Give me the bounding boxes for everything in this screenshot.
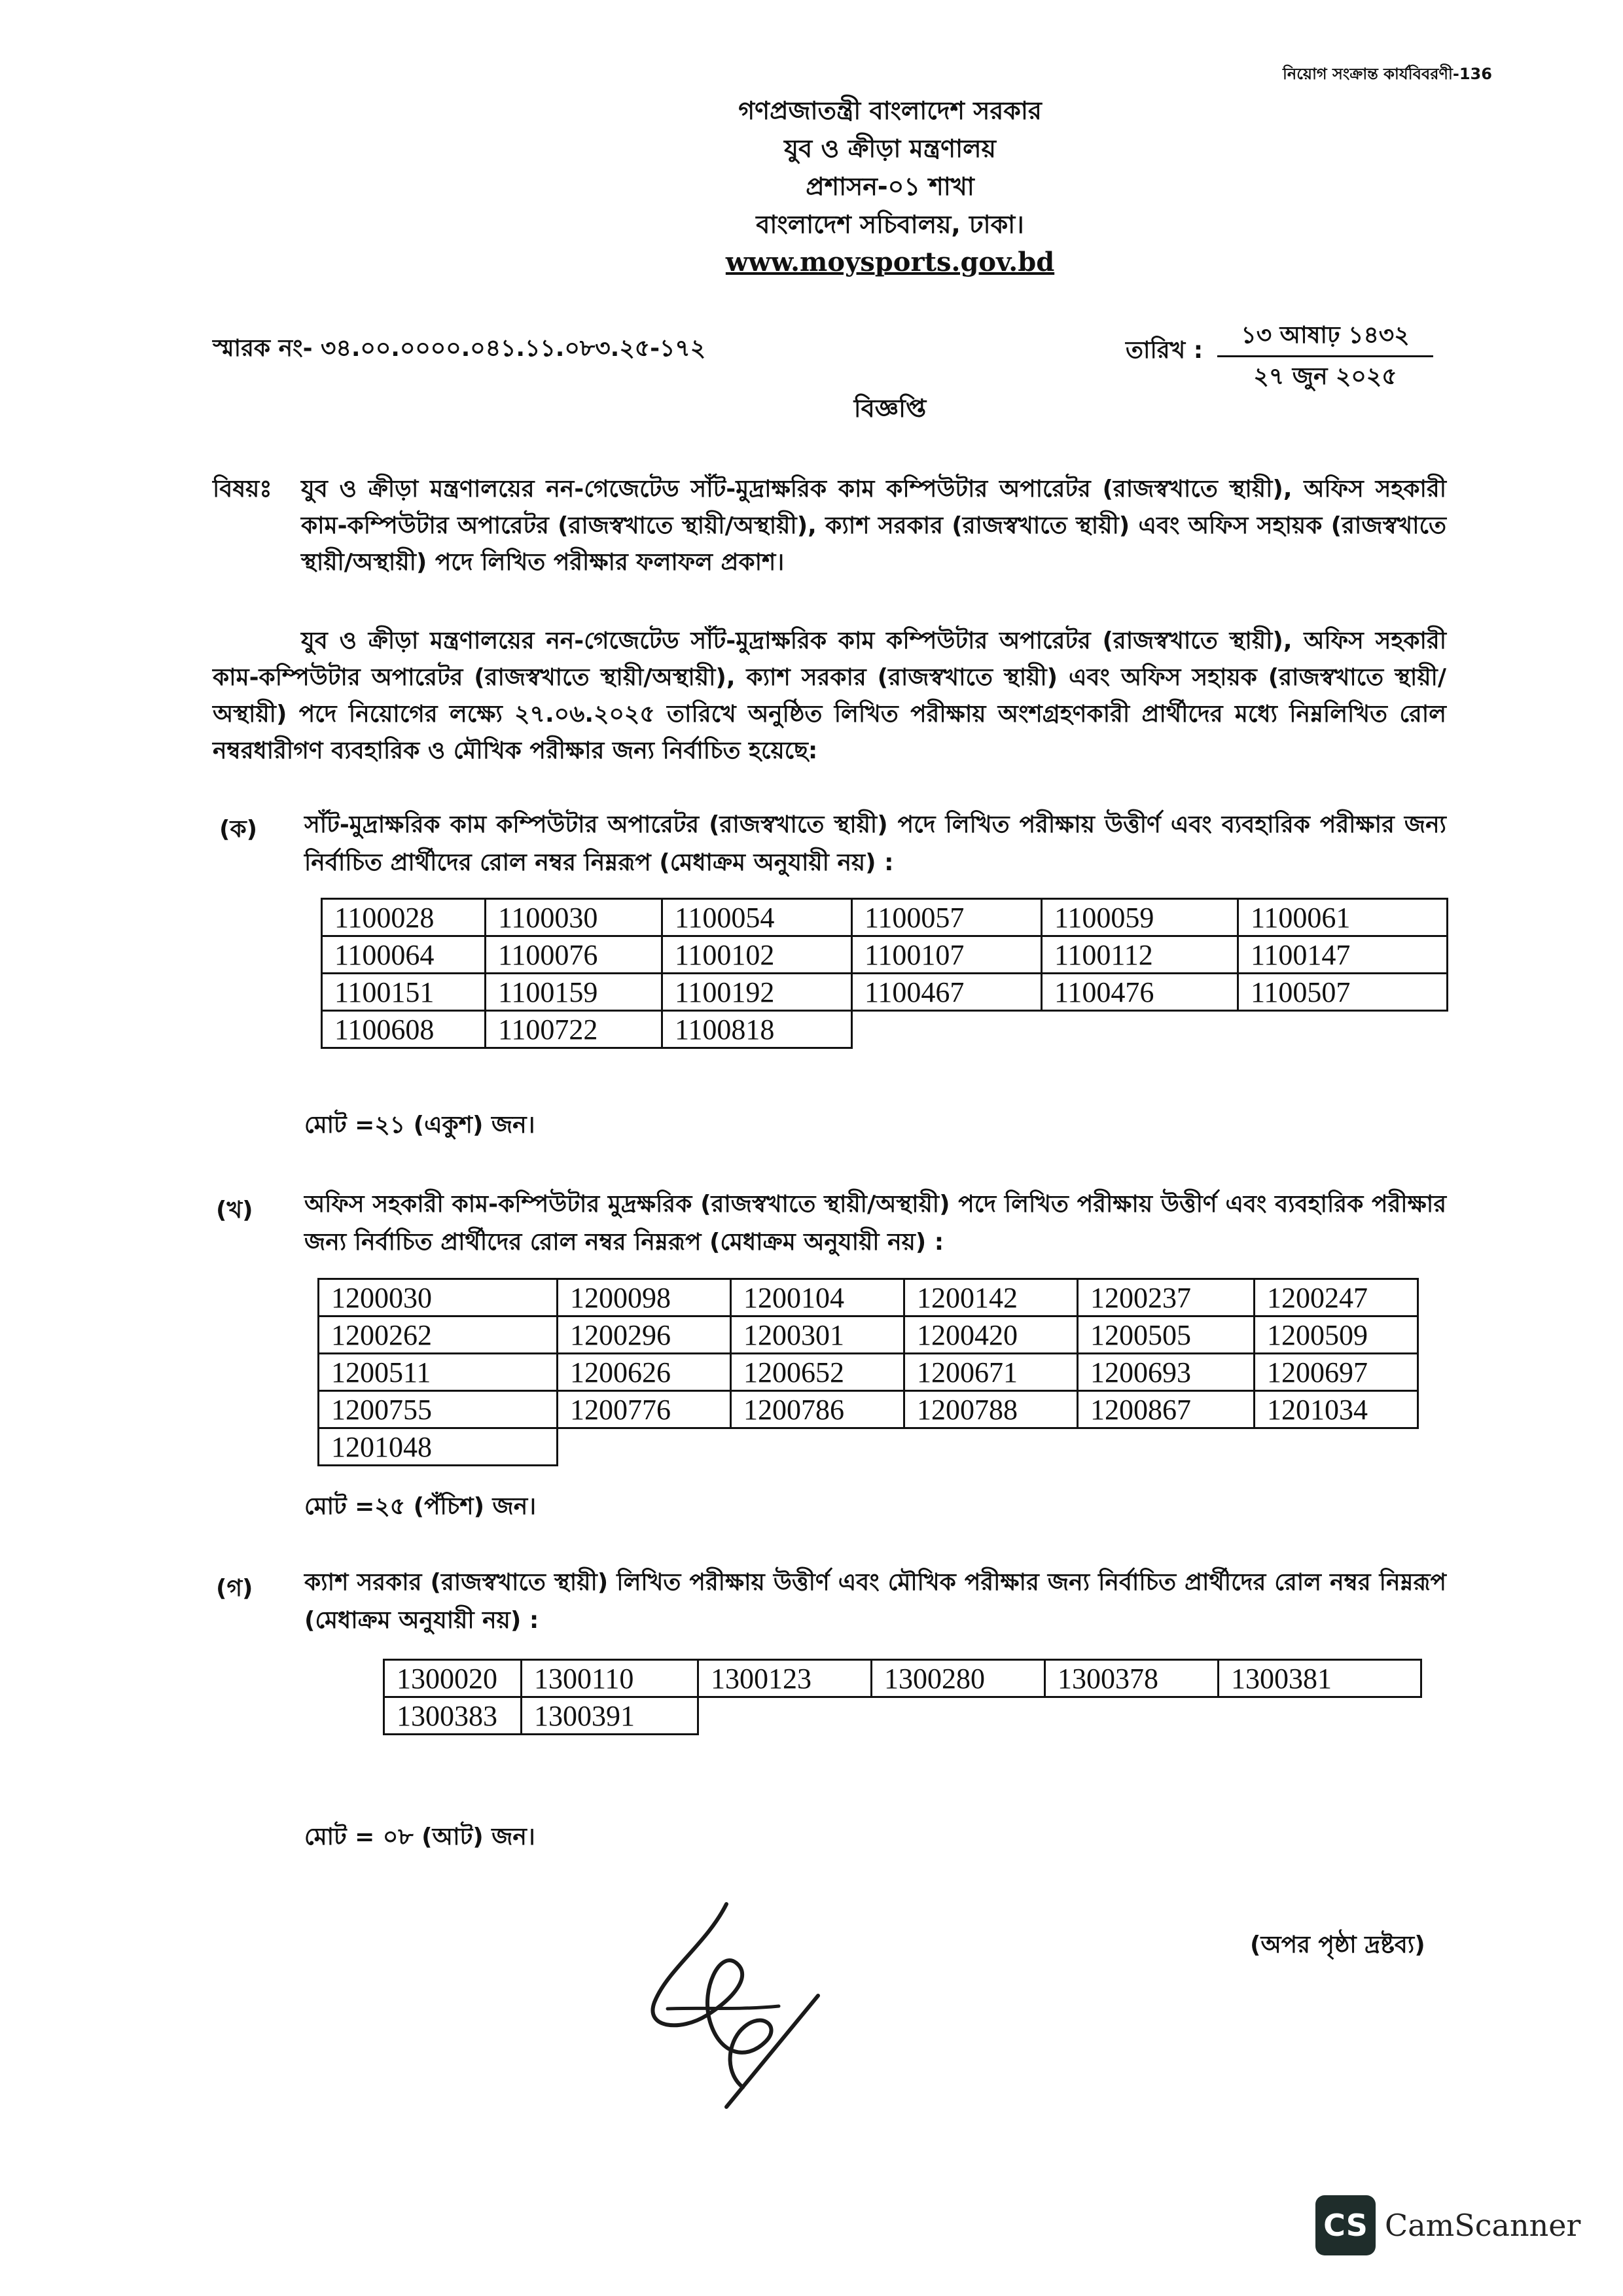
letterhead-url: www.moysports.gov.bd: [725, 247, 1055, 277]
roll-number-cell: 1100151: [322, 974, 486, 1011]
roll-number-cell: 1100608: [322, 1011, 486, 1048]
roll-number-cell: 1200098: [558, 1279, 731, 1316]
letterhead-address: বাংলাদেশ সচিবালয়, ঢাকা।: [756, 210, 1024, 239]
roll-row: [319, 1391, 1418, 1428]
roll-number-cell: 1300381: [1219, 1660, 1421, 1697]
roll-number-cell: 1200142: [904, 1279, 1078, 1316]
empty-cell: [1238, 1011, 1448, 1048]
empty-cell: [904, 1428, 1078, 1466]
section-label: (গ): [216, 1575, 253, 1602]
roll-number-cell: 1100467: [852, 974, 1042, 1011]
roll-number-cell: 1100147: [1238, 936, 1448, 974]
roll-number-cell: 1300383: [384, 1697, 522, 1735]
roll-number-cell: 1200237: [1078, 1279, 1255, 1316]
roll-number-cell: 1200671: [904, 1354, 1078, 1391]
section-total: মোট =২৫ (পঁচিশ) জন।: [304, 1493, 537, 1520]
signature: [628, 1891, 825, 2129]
roll-number-cell: 1200505: [1078, 1316, 1255, 1354]
roll-number-cell: 1100061: [1238, 899, 1448, 936]
roll-number-cell: 1100102: [662, 936, 852, 974]
roll-number-cell: 1100507: [1238, 974, 1448, 1011]
roll-number-cell: 1200697: [1255, 1354, 1418, 1391]
section-text: অফিস সহকারী কাম-কম্পিউটার মুদ্রক্ষরিক (রাজস্বখাতে স্থায়ী/অস্থায়ী) পদে লিখিত পরীক্ষায় উত্তীর্ণ এবং ব্যবহারিক পরীক্ষার জন্য নির্বাচিত প্রার্থীদের রোল নম্বর নিম্নরূপ (মেধাক্রম অনুযায়ী নয়) :: [304, 1191, 1446, 1256]
roll-number-cell: 1200420: [904, 1316, 1078, 1354]
roll-number-cell: 1200652: [731, 1354, 904, 1391]
roll-number-cell: 1300378: [1045, 1660, 1219, 1697]
roll-number-cell: 1300391: [522, 1697, 698, 1735]
roll-row: [319, 1316, 1418, 1354]
roll-row: [384, 1697, 1421, 1735]
section-total: মোট = ০৮ (আট) জন।: [304, 1824, 535, 1850]
roll-row: [319, 1428, 1418, 1466]
roll-number-cell: 1200247: [1255, 1279, 1418, 1316]
roll-number-cell: 1200262: [319, 1316, 558, 1354]
roll-row: [322, 974, 1448, 1011]
please-turn-over: (অপর পৃষ্ঠা দ্রষ্টব্য): [1250, 1932, 1425, 1958]
roll-number-cell: 1100112: [1042, 936, 1238, 974]
camscanner-logo-icon: CS: [1315, 2195, 1376, 2255]
roll-number-cell: 1100818: [662, 1011, 852, 1048]
date-gregorian: ২৭ জুন ২০২৫: [1253, 363, 1397, 390]
empty-cell: [1219, 1697, 1421, 1735]
empty-cell: [1078, 1428, 1255, 1466]
roll-table: [383, 1659, 1422, 1735]
roll-row: [322, 899, 1448, 936]
roll-number-cell: 1100030: [486, 899, 662, 936]
date-divider: [1217, 355, 1433, 357]
roll-number-cell: 1200755: [319, 1391, 558, 1428]
corner-note: নিয়োগ সংক্রান্ত কার্যবিবরণী-136: [1283, 65, 1492, 83]
notice-title: বিজ্ঞপ্তি: [853, 394, 927, 423]
roll-number-cell: 1200511: [319, 1354, 558, 1391]
roll-number-cell: 1100722: [486, 1011, 662, 1048]
empty-cell: [1255, 1428, 1418, 1466]
roll-number-cell: 1100064: [322, 936, 486, 974]
empty-cell: [731, 1428, 904, 1466]
empty-cell: [558, 1428, 731, 1466]
section-total: মোট =২১ (একুশ) জন।: [304, 1112, 535, 1139]
subject: [213, 471, 1446, 581]
roll-number-cell: 1200104: [731, 1279, 904, 1316]
roll-number-cell: 1100159: [486, 974, 662, 1011]
memo-number: স্মারক নং- ৩৪.০০.০০০০.০৪১.১১.০৮৩.২৫-১৭২: [213, 335, 706, 362]
roll-number-cell: 1100054: [662, 899, 852, 936]
roll-number-cell: 1201034: [1255, 1391, 1418, 1428]
roll-number-cell: 1100057: [852, 899, 1042, 936]
roll-number-cell: 1200301: [731, 1316, 904, 1354]
roll-number-cell: 1100028: [322, 899, 486, 936]
date-block: [1217, 317, 1433, 395]
letterhead-branch: প্রশাসন-০১ শাখা: [806, 172, 974, 201]
date-label: তারিখ :: [1126, 337, 1204, 364]
section-text: ক্যাশ সরকার (রাজস্বখাতে স্থায়ী) লিখিত পরীক্ষায় উত্তীর্ণ এবং মৌখিক পরীক্ষার জন্য নির্বাচিত প্রার্থীদের রোল নম্বর নিম্নরূপ (মেধাক্রম অনুযায়ী নয়) :: [304, 1569, 1446, 1634]
section-label: (ক): [219, 816, 258, 843]
date-bangla: ১৩ আষাঢ় ১৪৩২: [1241, 322, 1410, 349]
roll-number-cell: 1100192: [662, 974, 852, 1011]
empty-cell: [852, 1011, 1042, 1048]
empty-cell: [872, 1697, 1045, 1735]
section-label: (খ): [216, 1197, 253, 1224]
empty-cell: [1045, 1697, 1219, 1735]
roll-number-cell: 1201048: [319, 1428, 558, 1466]
roll-number-cell: 1200030: [319, 1279, 558, 1316]
roll-number-cell: 1100076: [486, 936, 662, 974]
roll-row: [384, 1660, 1421, 1697]
letterhead-government: গণপ্রজাতন্ত্রী বাংলাদেশ সরকার: [738, 96, 1042, 125]
roll-number-cell: 1200626: [558, 1354, 731, 1391]
roll-number-cell: 1300020: [384, 1660, 522, 1697]
roll-number-cell: 1200693: [1078, 1354, 1255, 1391]
subject-label: বিষয়ঃ: [213, 476, 272, 503]
section-text: সাঁট-মুদ্রাক্ষরিক কাম কম্পিউটার অপারেটর (রাজস্বখাতে স্থায়ী) পদে লিখিত পরীক্ষায় উত্তীর্ণ এবং ব্যবহারিক পরীক্ষার জন্য নির্বাচিত প্রার্থীদের রোল নম্বর নিম্নরূপ (মেধাক্রম অনুযায়ী নয়) :: [304, 811, 1446, 876]
roll-row: [319, 1279, 1418, 1316]
roll-table: [317, 1278, 1419, 1466]
scanner-watermark: [1315, 2195, 1580, 2255]
subject-text: যুব ও ক্রীড়া মন্ত্রণালয়ের নন-গেজেটেড সাঁট-মুদ্রাক্ষরিক কাম কম্পিউটার অপারেটর (রাজস্বখাতে স্থায়ী), অফিস সহকারী কাম-কম্পিউটার অপারেটর (রাজস্বখাতে স্থায়ী/অস্থায়ী), ক্যাশ সরকার (রাজস্বখাতে স্থায়ী) এবং অফিস সহায়ক (রাজস্বখাতে স্থায়ী/অস্থায়ী) পদে লিখিত পরীক্ষার ফলাফল প্রকাশ।: [301, 476, 1446, 576]
roll-number-cell: 1200509: [1255, 1316, 1418, 1354]
roll-number-cell: 1100476: [1042, 974, 1238, 1011]
camscanner-name: CamScanner: [1385, 2208, 1581, 2243]
roll-number-cell: 1300110: [522, 1660, 698, 1697]
roll-row: [322, 1011, 1448, 1048]
roll-row: [319, 1354, 1418, 1391]
roll-number-cell: 1200776: [558, 1391, 731, 1428]
roll-row: [322, 936, 1448, 974]
roll-number-cell: 1300280: [872, 1660, 1045, 1697]
roll-number-cell: 1200786: [731, 1391, 904, 1428]
roll-number-cell: 1200788: [904, 1391, 1078, 1428]
intro-paragraph: যুব ও ক্রীড়া মন্ত্রণালয়ের নন-গেজেটেড সাঁট-মুদ্রাক্ষরিক কাম কম্পিউটার অপারেটর (রাজস্বখাতে স্থায়ী), অফিস সহকারী কাম-কম্পিউটার অপারেটর (রাজস্বখাতে স্থায়ী/অস্থায়ী), ক্যাশ সরকার (রাজস্বখাতে স্থায়ী) এবং অফিস সহায়ক (রাজস্বখাতে স্থায়ী/অস্থায়ী) পদে নিয়োগের লক্ষ্যে ২৭.০৬.২০২৫ তারিখে অনুষ্ঠিত লিখিত পরীক্ষায় অংশগ্রহণকারী প্রার্থীদের মধ্যে নিম্নলিখিত রোল নম্বরধারীগণ ব্যবহারিক ও মৌখিক পরীক্ষার জন্য নির্বাচিত হয়েছে:: [213, 627, 1446, 764]
roll-number-cell: 1200867: [1078, 1391, 1255, 1428]
letterhead-ministry: যুব ও ক্রীড়া মন্ত্রণালয়: [784, 134, 996, 163]
empty-cell: [698, 1697, 872, 1735]
roll-number-cell: 1100059: [1042, 899, 1238, 936]
roll-number-cell: 1200296: [558, 1316, 731, 1354]
roll-number-cell: 1100107: [852, 936, 1042, 974]
roll-table: [321, 898, 1448, 1049]
letterhead: [0, 92, 1623, 281]
empty-cell: [1042, 1011, 1238, 1048]
roll-number-cell: 1300123: [698, 1660, 872, 1697]
